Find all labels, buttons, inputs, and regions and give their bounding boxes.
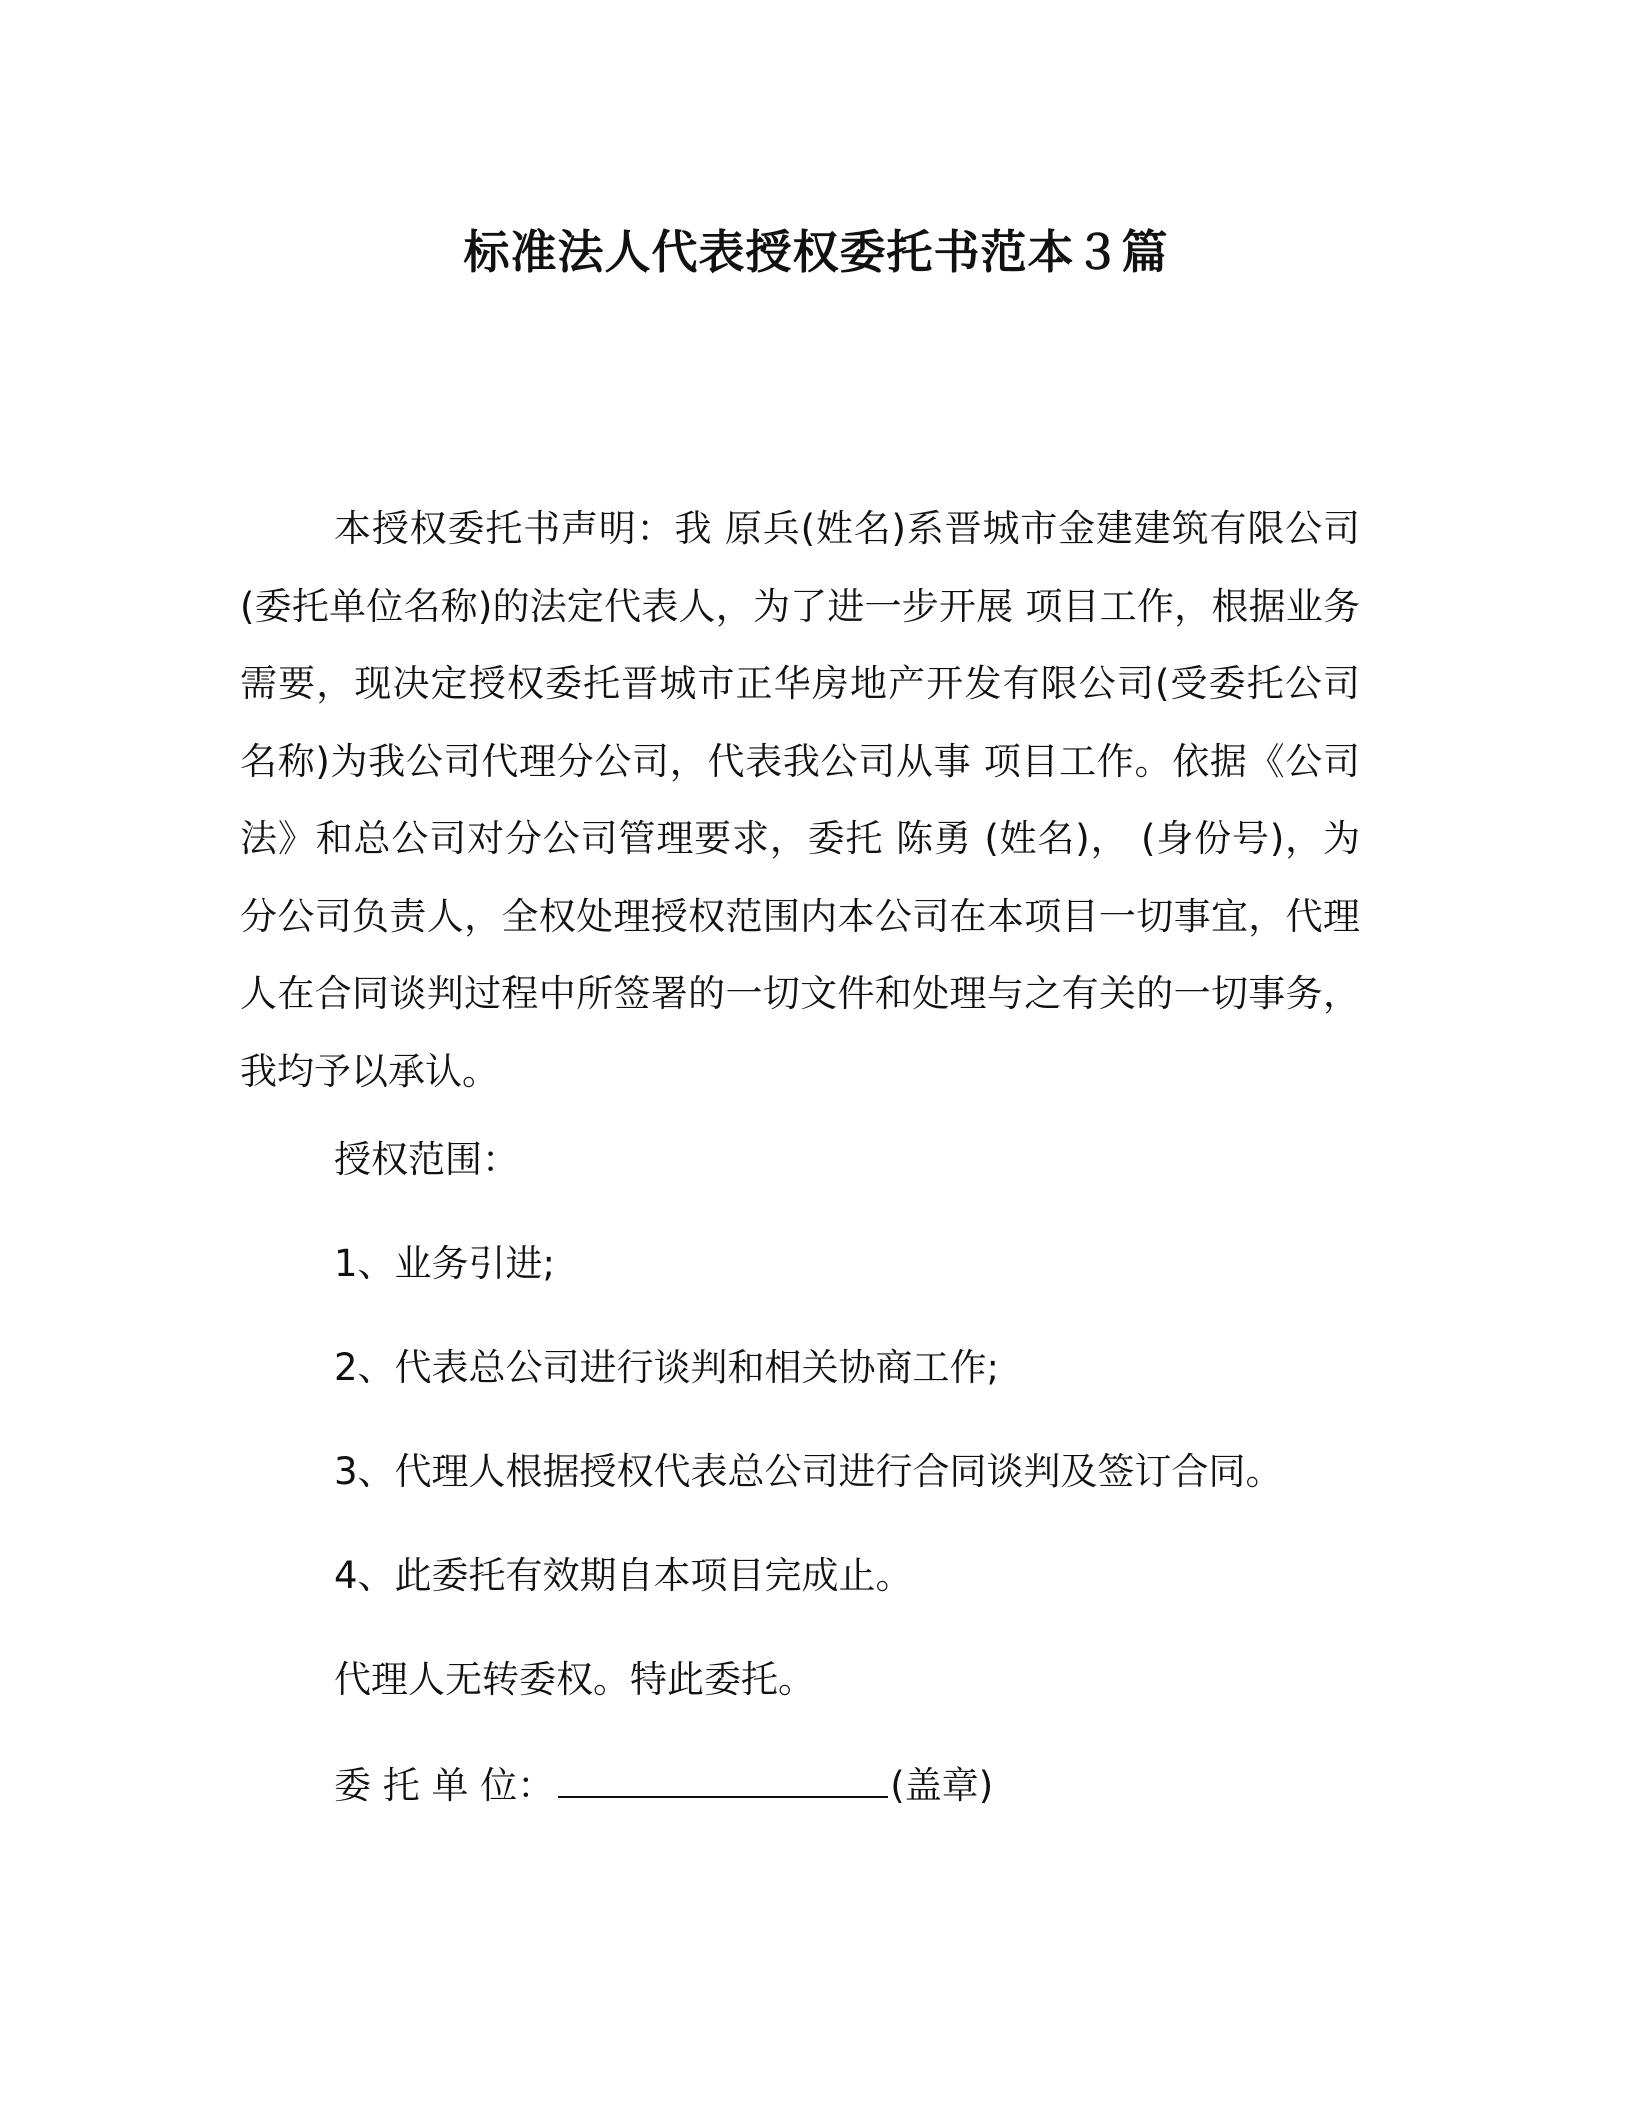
document-body	[240, 490, 1360, 1110]
document-title: 标准法人代表授权委托书范本３篇	[463, 225, 1169, 279]
scope-item-4: 4、此委托有效期自本项目完成止。	[334, 1554, 913, 1597]
scope-item-2: 2、代表总公司进行谈判和相关协商工作;	[334, 1346, 1000, 1389]
intro-paragraph: 本授权委托书声明：我 原兵(姓名)系晋城市金建建筑有限公司(委托单位名称)的法定代表人，为了进一步开展 项目工作，根据业务需要，现决定授权委托晋城市正华房地产开发有限公司(受委托公司名称)为我公司代理分公司，代表我公司从事 项目工作。依据《公司法》和总公司对分公司管理要求，委托 陈勇 (姓名)， (身份号)，为分公司负责人，全权处理授权范围内本公司在本项目一切事宜，代理人在合同谈判过程中所签署的一切文件和处理与之有关的一切事务，我均予以承认。	[240, 507, 1360, 1093]
scope-item-3: 3、代理人根据授权代表总公司进行合同谈判及签订合同。	[334, 1450, 1283, 1493]
signature-blank-line	[558, 1760, 888, 1798]
signature-suffix: (盖章)	[890, 1764, 994, 1807]
signature-row	[334, 1760, 993, 1810]
closing-statement: 代理人无转委权。特此委托。	[334, 1658, 815, 1701]
signature-label: 委 托 单 位：	[334, 1764, 555, 1807]
scope-heading: 授权范围：	[334, 1138, 519, 1181]
scope-item-1: 1、业务引进;	[334, 1242, 556, 1285]
